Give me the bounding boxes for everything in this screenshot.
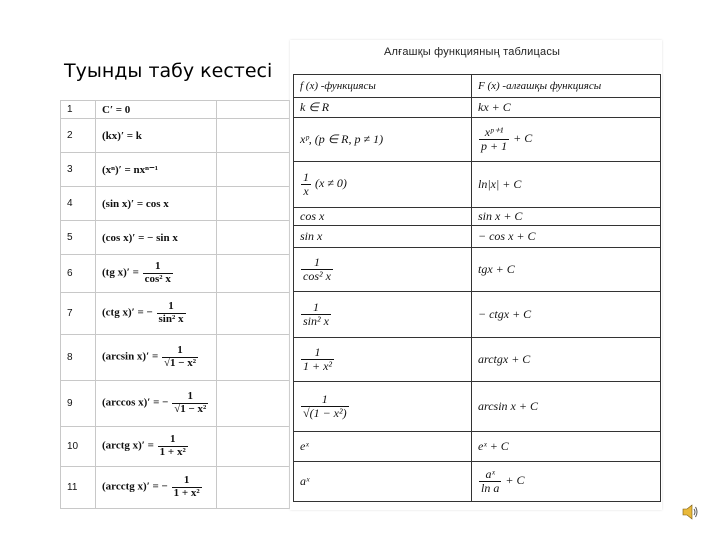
constant-term: + C xyxy=(505,473,525,488)
fraction xyxy=(301,393,349,419)
column-header: f (x) -функциясы xyxy=(294,75,472,98)
table-row xyxy=(61,119,290,153)
derivatives-table xyxy=(60,100,290,509)
denominator: 1 + x² xyxy=(159,446,186,458)
formula xyxy=(96,467,217,509)
formula: C′ = 0 xyxy=(96,101,217,119)
antiderivative-cell: − ctgx + C xyxy=(472,292,661,338)
fraction xyxy=(157,301,186,325)
formula: (kx)′ = k xyxy=(96,119,217,153)
numerator: 1 xyxy=(187,390,193,403)
function-cell xyxy=(294,338,472,382)
denominator: p + 1 xyxy=(481,139,508,153)
fraction xyxy=(479,126,509,152)
numerator: 1 xyxy=(303,170,309,185)
condition: (x ≠ 0) xyxy=(315,176,347,191)
fraction xyxy=(301,171,311,197)
table-row xyxy=(61,187,290,221)
formula-lhs: (tg x)′ = xyxy=(102,267,139,280)
table-row xyxy=(294,118,661,162)
numerator: 1 xyxy=(312,300,319,315)
formula: (sin x)′ = cos x xyxy=(96,187,217,221)
antiderivative-cell xyxy=(472,462,661,502)
table-row xyxy=(294,292,661,338)
antiderivative-cell: ln|x| + C xyxy=(472,162,661,208)
table-row xyxy=(61,293,290,335)
table-row xyxy=(61,101,290,119)
table-row xyxy=(294,208,661,226)
row-number: 3 xyxy=(61,153,96,187)
table-row xyxy=(294,98,661,118)
denominator: √(1 − x²) xyxy=(303,406,347,420)
row-number: 2 xyxy=(61,119,96,153)
fraction xyxy=(301,301,331,327)
fraction xyxy=(301,346,334,372)
function-cell: aˣ xyxy=(294,462,472,502)
denominator: 1 + x² xyxy=(303,359,333,373)
function-cell: cos x xyxy=(294,208,472,226)
formula xyxy=(96,381,217,427)
row-number: 7 xyxy=(61,293,96,335)
numerator: 1 xyxy=(183,474,190,487)
formula: (xⁿ)′ = nxⁿ⁻¹ xyxy=(96,153,217,187)
speaker-icon[interactable] xyxy=(680,502,700,522)
table-row xyxy=(61,221,290,255)
numerator: 1 xyxy=(177,344,183,357)
antiderivative-cell: tgx + C xyxy=(472,248,661,292)
denominator: sin² x xyxy=(303,314,329,328)
table-row xyxy=(294,432,661,462)
table-row xyxy=(294,462,661,502)
function-cell xyxy=(294,248,472,292)
formula-lhs: (arcctg x)′ = − xyxy=(102,481,168,494)
formula-lhs: (arctg x)′ = xyxy=(102,440,154,453)
row-number: 8 xyxy=(61,335,96,381)
table-row xyxy=(61,153,290,187)
formula xyxy=(96,335,217,381)
table-row xyxy=(294,382,661,432)
panel-title: Алғашқы функцияның таблицасы xyxy=(384,46,561,58)
antiderivative-cell: arctgx + C xyxy=(472,338,661,382)
row-number: 1 xyxy=(61,101,96,119)
row-number: 4 xyxy=(61,187,96,221)
formula: (cos x)′ = − sin x xyxy=(96,221,217,255)
antiderivatives-table xyxy=(293,74,661,502)
fraction xyxy=(172,391,208,415)
function-cell xyxy=(294,382,472,432)
table-row xyxy=(61,335,290,381)
formula xyxy=(96,427,217,467)
formula-lhs: (arccos x)′ = − xyxy=(102,397,169,410)
numerator: 1 xyxy=(168,300,174,313)
table-row xyxy=(294,162,661,208)
fraction xyxy=(301,256,333,282)
function-cell xyxy=(294,292,472,338)
numerator: 1 xyxy=(154,260,161,273)
function-cell: xᵖ, (p ∈ R, p ≠ 1) xyxy=(294,118,472,162)
denominator: x xyxy=(301,184,311,198)
antiderivative-panel xyxy=(290,40,662,510)
row-number: 11 xyxy=(61,467,96,509)
numerator: aˣ xyxy=(485,467,495,482)
fraction xyxy=(143,261,173,285)
formula xyxy=(96,293,217,335)
fraction xyxy=(158,434,188,458)
row-number: 10 xyxy=(61,427,96,467)
table-row xyxy=(294,338,661,382)
function-cell: eˣ xyxy=(294,432,472,462)
table-row xyxy=(61,467,290,509)
fraction xyxy=(479,468,501,494)
numerator: xᵖ⁺¹ xyxy=(484,125,504,140)
denominator: √1 − x² xyxy=(174,403,207,415)
table-row xyxy=(294,248,661,292)
antiderivative-cell: eˣ + C xyxy=(472,432,661,462)
denominator: √1 − x² xyxy=(163,357,197,369)
function-cell: k ∈ R xyxy=(294,98,472,118)
table-row xyxy=(61,427,290,467)
antiderivative-cell xyxy=(472,118,661,162)
formula-lhs: (ctg x)′ = − xyxy=(102,307,153,320)
numerator: 1 xyxy=(313,255,320,270)
fraction xyxy=(172,475,202,499)
numerator: 1 xyxy=(314,345,321,360)
denominator: 1 + x² xyxy=(173,487,200,499)
formula-lhs: (arcsin x)′ = xyxy=(102,351,159,364)
denominator: cos² x xyxy=(303,269,331,283)
denominator: sin² x xyxy=(158,313,184,325)
denominator: ln a xyxy=(481,481,500,495)
function-cell xyxy=(294,162,472,208)
denominator: cos² x xyxy=(144,273,171,285)
fraction xyxy=(162,345,198,369)
table-row xyxy=(61,381,290,427)
column-header: F (x) -алғашқы функциясы xyxy=(472,75,661,98)
slide-title: Туынды табу кестесі xyxy=(64,60,273,82)
antiderivative-cell: − cos x + C xyxy=(472,226,661,248)
constant-term: + C xyxy=(513,131,533,146)
numerator: 1 xyxy=(169,433,176,446)
antiderivative-cell: sin x + C xyxy=(472,208,661,226)
row-number: 5 xyxy=(61,221,96,255)
numerator: 1 xyxy=(321,392,328,407)
formula xyxy=(96,255,217,293)
antiderivative-cell: kx + C xyxy=(472,98,661,118)
antiderivative-cell: arcsin x + C xyxy=(472,382,661,432)
row-number: 6 xyxy=(61,255,96,293)
table-row xyxy=(294,226,661,248)
table-header xyxy=(294,75,661,98)
function-cell: sin x xyxy=(294,226,472,248)
row-number: 9 xyxy=(61,381,96,427)
table-row xyxy=(61,255,290,293)
